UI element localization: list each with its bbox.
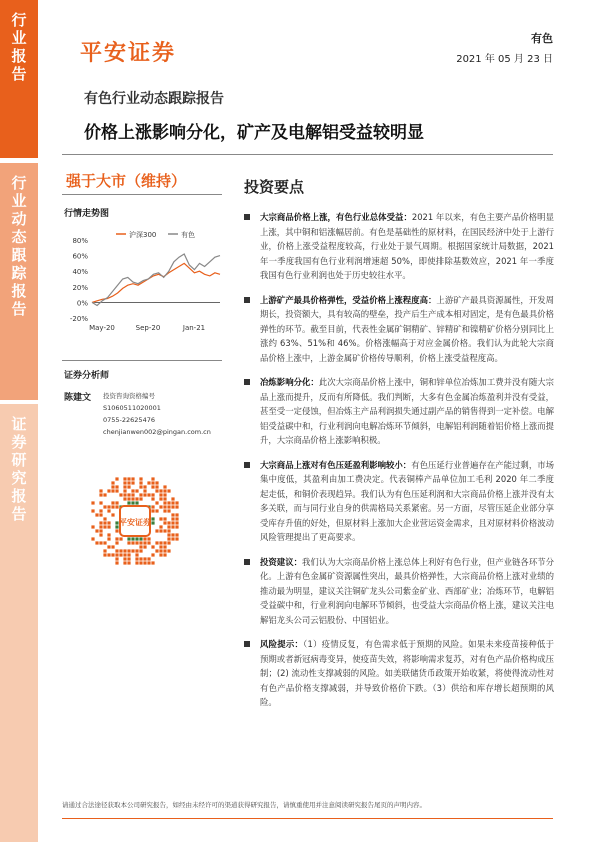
qr-module: [127, 497, 130, 500]
qr-module: [147, 561, 150, 564]
qr-module: [99, 529, 102, 532]
qr-module: [147, 493, 150, 496]
qr-module: [159, 489, 162, 492]
bullet-square-icon: [244, 214, 250, 220]
qr-module: [167, 505, 170, 508]
qr-module: [95, 513, 98, 516]
qr-module: [127, 537, 130, 540]
qr-module: [131, 537, 134, 540]
qr-module: [115, 561, 118, 564]
qr-module: [107, 521, 110, 524]
qr-module: [127, 549, 130, 552]
qr-module: [175, 513, 178, 516]
qr-module: [151, 561, 154, 564]
analyst-divider: [62, 360, 222, 361]
qr-module: [99, 533, 102, 536]
qr-module: [167, 501, 170, 504]
qr-module: [103, 493, 106, 496]
qr-module: [167, 537, 170, 540]
qr-module: [123, 481, 126, 484]
bullet-heading: 风险提示：: [260, 639, 304, 649]
qr-module: [151, 485, 154, 488]
qr-module: [151, 521, 154, 524]
qr-module: [107, 553, 110, 556]
bullet-heading: 冶炼影响分化：: [260, 377, 319, 387]
qr-module: [123, 561, 126, 564]
y-tick-label: 0%: [76, 299, 88, 308]
qr-module: [143, 545, 146, 548]
bullet-processing: [244, 458, 554, 545]
qr-module: [135, 497, 138, 500]
qr-module: [91, 501, 94, 504]
qr-module: [123, 497, 126, 500]
qr-module: [131, 497, 134, 500]
qr-module: [135, 549, 138, 552]
qr-module: [139, 485, 142, 488]
bullet-square-icon: [244, 297, 250, 303]
qr-module: [115, 529, 118, 532]
qr-module: [111, 489, 114, 492]
qr-module: [127, 557, 130, 560]
qr-module: [163, 489, 166, 492]
bullet-square-icon: [244, 379, 250, 385]
qr-module: [107, 489, 110, 492]
qr-module: [103, 517, 106, 520]
qr-module: [131, 549, 134, 552]
qr-module: [159, 553, 162, 556]
qr-module: [135, 537, 138, 540]
bullet-text: 有色压延行业普遍存在产能过剩，市场集中度低，其盈利由加工费决定。代表铜棒产品单位加工毛利 2020 年二季度起走低，和铜价表现趋异。我们认为有色压延利润和大宗商品价格上涨并没有太多关联，而与同行业自身的供需格局关系紧密。另一方面，尽管压延企业部分享受库存升值的好处，但原材料上涨加大企业营运资金需求，且对原材料价格波动风险管理提出了更高要求。: [260, 459, 555, 542]
bullet-text: 上游矿产最具资源属性，开发周期长，投资额大，具有较高的壁垒，投产后生产成本相对固定，是有色最具价格弹性的环节。截至目前，代表性金属矿铜精矿、锌精矿和镍精矿价格分别同比上涨约 63%、51%和 46%。价格涨幅高于对应金属价格。我们认为此轮大宗商品价格上涨中，上游金属矿价格传导顺利，价格上涨受益程度高。: [260, 294, 555, 363]
qr-module: [139, 477, 142, 480]
qr-module: [135, 561, 138, 564]
y-tick-label: 40%: [72, 268, 88, 277]
analyst-heading: 证券分析师: [64, 371, 110, 381]
qr-module: [159, 493, 162, 496]
qr-module: [171, 517, 174, 520]
qr-module: [115, 505, 118, 508]
qr-module: [143, 485, 146, 488]
qr-module: [163, 549, 166, 552]
qr-module: [127, 481, 130, 484]
qr-module: [139, 497, 142, 500]
bullet-commodity-prices: [244, 210, 554, 283]
qr-module: [111, 553, 114, 556]
analyst-info-line: 投资咨询资格编号: [103, 392, 155, 400]
qr-module: [159, 545, 162, 548]
analyst-phone: 0755-22625476: [103, 416, 155, 424]
qr-module: [175, 505, 178, 508]
company-logo: 平安证券: [80, 41, 177, 66]
qr-module: [167, 509, 170, 512]
qr-module: [155, 509, 158, 512]
qr-module: [131, 481, 134, 484]
qr-module: [135, 553, 138, 556]
qr-module: [99, 493, 102, 496]
report-date: 2021 年 05 月 23 日: [456, 54, 553, 65]
qr-module: [123, 557, 126, 560]
qr-module: [103, 521, 106, 524]
qr-module: [155, 501, 158, 504]
qr-module: [91, 537, 94, 540]
qr-module: [175, 525, 178, 528]
qr-module: [99, 509, 102, 512]
qr-module: [127, 477, 130, 480]
qr-module: [123, 553, 126, 556]
qr-module: [163, 505, 166, 508]
qr-module: [171, 533, 174, 536]
qr-module: [151, 545, 154, 548]
qr-module: [111, 481, 114, 484]
qr-module: [127, 485, 130, 488]
qr-module: [147, 541, 150, 544]
qr-module: [127, 493, 130, 496]
qr-module: [91, 509, 94, 512]
section-title: 投资要点: [244, 178, 305, 196]
x-tick-label: Jan-21: [182, 324, 206, 332]
qr-module: [123, 549, 126, 552]
qr-module: [107, 505, 110, 508]
qr-module: [147, 557, 150, 560]
qr-module: [127, 561, 130, 564]
qr-module: [131, 541, 134, 544]
qr-module: [111, 501, 114, 504]
analyst-email[interactable]: chenjianwen002@pingan.com.cn: [103, 428, 211, 436]
qr-module: [119, 553, 122, 556]
qr-module: [151, 509, 154, 512]
qr-module: [163, 521, 166, 524]
qr-module: [123, 493, 126, 496]
qr-module: [131, 489, 134, 492]
legend-label: 沪深300: [129, 231, 157, 239]
qr-module: [167, 541, 170, 544]
qr-module: [155, 529, 158, 532]
qr-module: [115, 501, 118, 504]
qr-module: [175, 521, 178, 524]
qr-module: [127, 541, 130, 544]
bullet-square-icon: [244, 462, 250, 468]
qr-module: [151, 481, 154, 484]
title-divider: [62, 154, 553, 155]
qr-module: [139, 549, 142, 552]
x-tick-label: May-20: [89, 324, 115, 332]
bullet-text: （1）疫情反复，有色需求低于预期的风险。如果未来疫苗接种低于预期或者新冠病毒变异，使疫苗失效，将影响需求复苏，对有色产品价格构成压制；(2) 流动性支撑减弱的风险。如美联储货币政策开始收紧，将使得流动性对有色产品价格支撑减弱，并导致价格价下跌。（3）供给和库存增长超预期的风险。: [260, 639, 555, 707]
qr-module: [115, 485, 118, 488]
qr-module: [143, 489, 146, 492]
qr-module: [171, 497, 174, 500]
series-line: [92, 263, 220, 302]
qr-module: [119, 493, 122, 496]
qr-module: [171, 525, 174, 528]
qr-module: [139, 557, 142, 560]
qr-module: [131, 477, 134, 480]
report-subtitle: 有色行业动态跟踪报告: [84, 91, 224, 107]
qr-module: [155, 541, 158, 544]
bullet-heading: 大宗商品上涨对有色压延盈利影响较小：: [260, 459, 412, 470]
qr-module: [107, 537, 110, 540]
qr-module: [135, 557, 138, 560]
qr-module: [91, 525, 94, 528]
qr-module: [175, 533, 178, 536]
qr-module: [151, 505, 154, 508]
qr-module: [115, 553, 118, 556]
qr-module: [155, 485, 158, 488]
qr-module: [151, 553, 154, 556]
qr-module: [103, 525, 106, 528]
qr-module: [99, 525, 102, 528]
bullet-square-icon: [244, 641, 250, 647]
rating-divider: [62, 194, 222, 195]
y-tick-label: -20%: [69, 315, 88, 323]
series-line: [92, 254, 220, 306]
qr-module: [103, 553, 106, 556]
bullet-upstream-mining: [244, 293, 554, 366]
qr-module: [143, 541, 146, 544]
qr-module: [99, 513, 102, 516]
rating: 强于大市（维持）: [66, 172, 187, 190]
qr-module: [159, 525, 162, 528]
qr-module: [107, 545, 110, 548]
qr-module: [151, 493, 154, 496]
qr-module: [127, 501, 130, 504]
qr-module: [107, 533, 110, 536]
qr-module: [175, 501, 178, 504]
qr-module: [159, 541, 162, 544]
qr-module: [163, 545, 166, 548]
footer-disclaimer: 请通过合法途径获取本公司研究报告，如经由未经许可的渠道获得研究报告，请慎重使用并注意阅读研究报告尾页的声明内容。: [62, 801, 426, 809]
qr-module: [155, 549, 158, 552]
analyst-info: [103, 390, 211, 438]
qr-module: [127, 553, 130, 556]
qr-module: [163, 553, 166, 556]
bullet-square-icon: [244, 559, 250, 565]
qr-module: [175, 537, 178, 540]
qr-module: [95, 541, 98, 544]
qr-module: [171, 505, 174, 508]
qr-module: [115, 537, 118, 540]
qr-module: [107, 525, 110, 528]
qr-module: [123, 477, 126, 480]
bullet-text: 2021 年以来，有色主要产品价格明显上涨，其中铜和铝涨幅居前。有色是基础性的原材料，在国民经济中处于上游行业，价格上涨受益程度较高，行业处于景气周期。根据国家统计局数据，2021 年一季度我国有色行业利润增速超 50%，即使排除基数效应，2021 年一季度我国有色行业利润也处于历史较往水平。: [260, 212, 554, 280]
bullet-investment-advice: [244, 555, 554, 628]
bullet-text: 我们认为大宗商品价格上涨总体上利好有色行业，但产业链各环节分化。上游有色金属矿资源属性突出，最具价格弹性，大宗商品价格上涨对业绩的推动最为明显，建议关注铜矿龙头公司紫金矿业、西部矿业；冶炼环节，电解铝受益碳中和，行业利润向电解环节倾斜，也受益大宗商品价格上涨，建议关注电解铝龙头公司云铝股份、中国铝业。: [260, 556, 555, 625]
qr-module: [111, 545, 114, 548]
qr-module: [135, 541, 138, 544]
qr-module: [163, 501, 166, 504]
qr-module: [131, 493, 134, 496]
qr-module: [111, 505, 114, 508]
qr-module: [119, 537, 122, 540]
qr-module: [155, 489, 158, 492]
qr-module: [151, 477, 154, 480]
qr-module: [99, 521, 102, 524]
side-tab-dynamic-report: 行业动态跟踪报告: [0, 163, 38, 400]
qr-module: [143, 557, 146, 560]
qr-module: [135, 489, 138, 492]
investment-highlights: [244, 210, 554, 720]
qr-module: [159, 517, 162, 520]
qr-module: [139, 545, 142, 548]
qr-module: [139, 493, 142, 496]
qr-module: [163, 497, 166, 500]
qr-module: [119, 549, 122, 552]
qr-module: [111, 513, 114, 516]
qr-module: [163, 509, 166, 512]
qr-module: [143, 561, 146, 564]
qr-module: [115, 541, 118, 544]
qr-module: [163, 485, 166, 488]
y-tick-label: 60%: [72, 252, 88, 261]
x-tick-label: Sep-20: [135, 324, 161, 332]
qr-module: [163, 493, 166, 496]
qr-logo-text: 平安证券: [119, 518, 151, 527]
qr-module: [139, 537, 142, 540]
bullet-risk-warning: [244, 637, 554, 710]
qr-module: [99, 541, 102, 544]
qr-module: [155, 481, 158, 484]
qr-module: [159, 497, 162, 500]
qr-module: [159, 505, 162, 508]
qr-module: [147, 481, 150, 484]
qr-module: [171, 537, 174, 540]
qr-module: [143, 537, 146, 540]
qr-module: [167, 489, 170, 492]
qr-module: [135, 501, 138, 504]
qr-module: [99, 501, 102, 504]
qr-module: [95, 529, 98, 532]
qr-module: [159, 549, 162, 552]
qr-module: [139, 481, 142, 484]
report-title: 价格上涨影响分化，矿产及电解铝受益较明显: [84, 123, 424, 143]
qr-module: [167, 549, 170, 552]
qr-module: [123, 485, 126, 488]
qr-module: [163, 541, 166, 544]
qr-module: [175, 517, 178, 520]
side-tab-industry-report: 行业报告: [0, 0, 38, 158]
qr-module: [107, 509, 110, 512]
qr-module: [159, 529, 162, 532]
bullet-smelting: [244, 375, 554, 448]
qr-module: [151, 517, 154, 520]
qr-module: [167, 525, 170, 528]
qr-module: [103, 541, 106, 544]
qr-module: [115, 557, 118, 560]
qr-module: [99, 489, 102, 492]
qr-module: [147, 537, 150, 540]
qr-module: [171, 501, 174, 504]
qr-module: [111, 485, 114, 488]
analyst-name: 陈建文: [64, 393, 92, 403]
market-trend-chart: [62, 222, 227, 337]
qr-module: [163, 529, 166, 532]
sector-label: 有色: [531, 32, 553, 45]
qr-module: [131, 501, 134, 504]
qr-module: [115, 549, 118, 552]
bullet-text: 此次大宗商品价格上涨中，铜和锌单位冶炼加工费并没有随大宗品上涨而提升，反而有所降低。我们判断，大多有色金属冶炼盈利并没有受益，甚至受一定侵蚀，但冶炼主产品利润损失通过副产品的销售得到一定补偿。电解铝受益碳中和，行业利润向电解冶炼环节倾斜，电解铝利润随着铝价格上涨而提升，大宗商品价格上涨影响积极。: [260, 377, 555, 445]
legend-label: 有色: [181, 231, 195, 239]
qr-module: [123, 489, 126, 492]
bullet-heading: 投资建议：: [260, 556, 303, 567]
qr-module: [139, 541, 142, 544]
qr-module: [139, 561, 142, 564]
qr-code[interactable]: [86, 472, 184, 570]
side-tab-securities-research: 证券研究报告: [0, 404, 38, 842]
qr-module: [151, 497, 154, 500]
qr-module: [115, 489, 118, 492]
qr-module: [115, 477, 118, 480]
y-tick-label: 20%: [72, 283, 88, 292]
qr-module: [171, 521, 174, 524]
qr-module: [167, 529, 170, 532]
analyst-license-number: S1060511020001: [103, 404, 161, 412]
qr-module: [167, 521, 170, 524]
qr-module: [163, 517, 166, 520]
qr-module: [167, 533, 170, 536]
qr-module: [143, 493, 146, 496]
trend-chart-label: 行情走势图: [64, 209, 110, 219]
qr-module: [171, 513, 174, 516]
footer-divider: [62, 818, 553, 819]
qr-module: [103, 505, 106, 508]
bullet-heading: 上游矿产最具价格弹性，受益价格上涨程度高：: [260, 294, 437, 305]
y-tick-label: 80%: [72, 237, 88, 245]
qr-module: [103, 549, 106, 552]
bullet-heading: 大宗商品价格上涨，有色行业总体受益：: [260, 212, 412, 222]
